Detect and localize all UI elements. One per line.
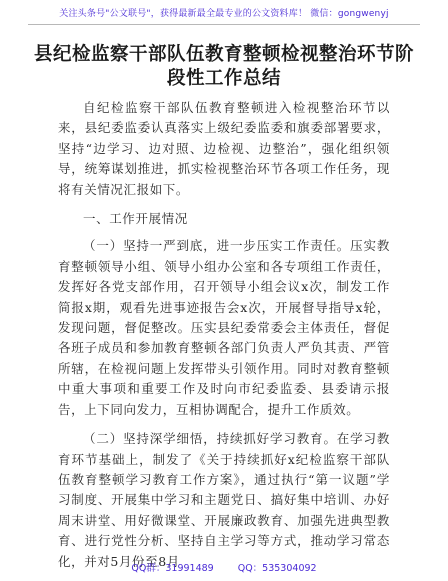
footer-qq-contact: QQ：535304092 bbox=[237, 563, 317, 574]
footer-qq-group: QQ群：31991489 bbox=[131, 563, 214, 574]
body-paragraph-intro: 自纪检监察干部队伍教育整顿进入检视整治环节以来，县纪委监委认真落实上级纪委监委和旗委部署要求，坚持“边学习、边对照、边检视、边整治”，强化组织领导，统筹谋划推进，抓实检视整治环节各项工作任务，现将有关情况汇报如下。 bbox=[58, 100, 390, 197]
body-paragraph-responsibility: （一）坚持一严到底，进一步压实工作责任。压实教育整顿领导小组、领导小组办公室和各专项组工作责任，发挥好各党支部作用，召开领导小组会议x次，制发工作简报x期，观看先进事迹报告会x次，开展督导指导x轮，发现问题，督促整改。压实县纪委常委会主体责任，督促各班子成员和参加教育整顿各部门负责人严负其责、严管所辖，在检视问题上发挥带头引领作用。同时对教育整顿中重大事项和重要工作及时向市纪委监委、县委请示报告，上下同向发力，互相协调配合，提升工作质效。 bbox=[58, 238, 390, 417]
footer-banner bbox=[0, 560, 448, 574]
document-title: 县纪检监察干部队伍教育整顿检视整治环节阶段性工作总结 bbox=[33, 44, 414, 89]
body-paragraph-study-education: （二）坚持深学细悟，持续抓好学习教育。在学习教育环节基础上，制发了《关于持续抓好x纪检监察干部队伍教育整顿学习教育工作方案》，通过执行“第一议题”学习制度、开展集中学习和主题党日、搞好集中培训、办好周末讲堂、用好微课堂、开展廉政教育、加强先进典型教育、进行党性分析、坚持自主学习等方式，推动学习常态化，并对5月份至8月 bbox=[58, 431, 390, 569]
section-heading-work-status: 一、工作开展情况 bbox=[83, 211, 188, 227]
document-body bbox=[58, 98, 390, 581]
header-divider bbox=[28, 24, 420, 25]
header-banner: 关注头条号"公文联号"，获得最新最全最专业的公文资料库！ 微信：gongwenyj bbox=[59, 9, 389, 19]
